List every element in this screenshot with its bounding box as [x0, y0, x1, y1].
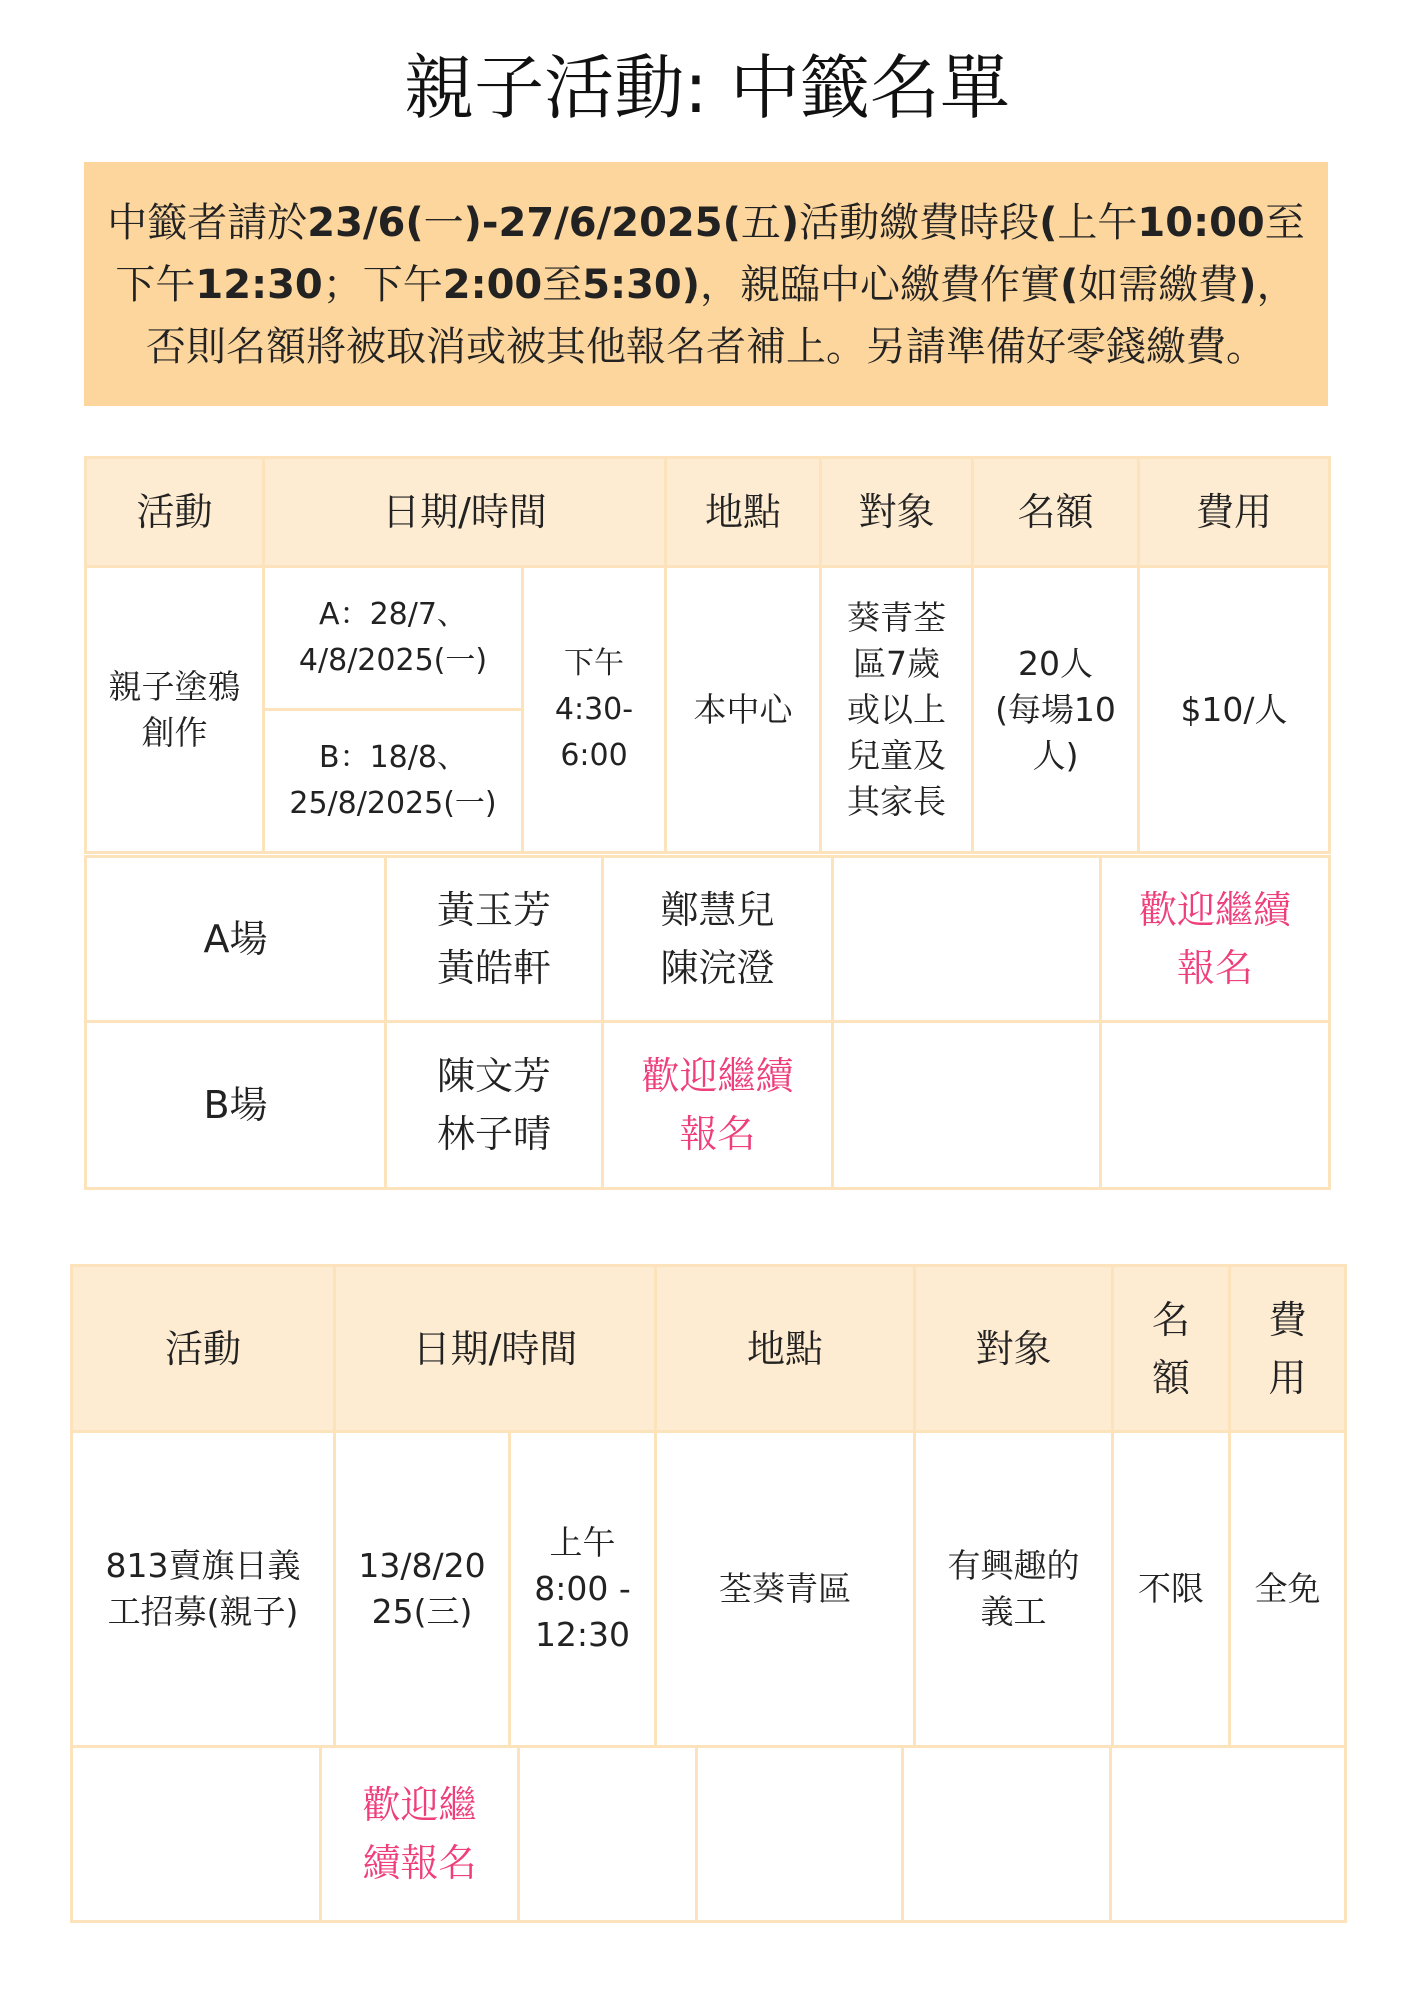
welcome-apply-text: 續報名	[362, 1841, 477, 1885]
session-b-line: 25/8/2025(一)	[289, 786, 497, 821]
date-cell	[335, 1432, 510, 1747]
target-line: 兒童及	[847, 735, 946, 775]
header-activity: 活動	[72, 1266, 335, 1432]
welcome-apply-text: 歡迎繼續	[641, 1054, 794, 1098]
target-line: 區7歲	[853, 643, 940, 683]
activity-name-line: 工招募(親子)	[107, 1592, 299, 1631]
session-a-date	[264, 567, 523, 710]
row-a-label: A場	[86, 857, 386, 1022]
header-quota-char: 額	[1151, 1355, 1190, 1400]
winner-name: 黃皓軒	[436, 946, 551, 990]
quota-line: (每場10	[995, 689, 1116, 729]
time-line: 8:00 -	[534, 1569, 631, 1608]
header-fee: 費用	[1139, 458, 1330, 567]
time-cell	[523, 567, 666, 853]
time-cell	[510, 1432, 656, 1747]
notice-text: ；下午	[322, 262, 443, 308]
session-b-date	[264, 710, 523, 853]
target-line: 有興趣的	[947, 1546, 1080, 1585]
header-quota-char: 名	[1151, 1297, 1190, 1342]
notice-bold-text: 5:30)	[582, 262, 701, 308]
session-a-line: 4/8/2025(一)	[298, 643, 488, 678]
notice-bold-text: )	[1238, 262, 1257, 308]
header-fee-char: 費	[1268, 1297, 1307, 1342]
notice-text: 如需繳費	[1078, 262, 1239, 308]
activity-name-cell	[72, 1432, 335, 1747]
activity-table-1	[84, 456, 1331, 854]
header-venue: 地點	[656, 1266, 915, 1432]
notice-bold-text: 2:00	[442, 262, 543, 308]
activity-name-line: 813賣旗日義	[105, 1546, 301, 1585]
winner-name: 黃玉芳	[436, 888, 551, 932]
fee-cell: 全免	[1230, 1432, 1346, 1747]
notice-bold-text: 23/6(	[307, 200, 424, 246]
winners-table-1	[84, 855, 1331, 1190]
winner-cell	[386, 1022, 603, 1189]
notice-bold-text: 12:30	[195, 262, 323, 308]
empty-cell	[903, 1747, 1111, 1922]
time-line: 4:30-	[554, 691, 634, 727]
empty-cell	[697, 1747, 903, 1922]
header-venue: 地點	[666, 458, 821, 567]
notice-text: 活動繳費時段	[799, 200, 1040, 246]
date-line: 13/8/20	[358, 1546, 486, 1585]
header-fee	[1230, 1266, 1346, 1432]
activity-name-line: 創作	[141, 712, 208, 752]
page-title: 親子活動: 中籤名單	[404, 47, 1010, 129]
empty-cell	[72, 1747, 321, 1922]
quota-line: 人)	[1032, 735, 1079, 775]
notice-text: 一	[423, 200, 464, 246]
quota-cell	[973, 567, 1139, 853]
welcome-apply-text: 歡迎繼	[362, 1783, 477, 1827]
notice-bold-text: )-27/6/2025(	[463, 200, 741, 246]
venue-cell: 本中心	[666, 567, 821, 853]
notice-text: 中籤者請於	[107, 200, 308, 246]
winner-name: 鄭慧兒	[660, 888, 775, 932]
welcome-apply-cell	[603, 1022, 833, 1189]
notice-bold-text: (	[1039, 200, 1058, 246]
target-cell	[915, 1432, 1113, 1747]
notice-text: ，否則名額將被取消或被其他報名者補上。另請準備好零錢繳費。	[146, 262, 1297, 370]
empty-cell	[833, 1022, 1101, 1189]
winner-name: 陳浣澄	[660, 946, 775, 990]
target-line: 或以上	[847, 689, 946, 729]
empty-cell	[1101, 1022, 1330, 1189]
target-cell	[821, 567, 973, 853]
notice-bold-text: (	[1060, 262, 1079, 308]
header-target: 對象	[915, 1266, 1113, 1432]
time-line: 上午	[549, 1523, 616, 1562]
session-a-line: A：28/7、	[319, 597, 467, 632]
target-line: 其家長	[847, 781, 946, 821]
header-datetime: 日期/時間	[264, 458, 666, 567]
payment-notice	[84, 162, 1328, 406]
notice-text: ，親臨中心繳費作實	[700, 262, 1061, 308]
welcome-apply-text: 報名	[1176, 946, 1253, 990]
fee-cell: $10/人	[1139, 567, 1330, 853]
target-line: 葵青荃	[847, 597, 946, 637]
activity-name-line: 親子塗鴉	[108, 666, 241, 706]
notice-text: 上午	[1057, 200, 1138, 246]
date-line: 25(三)	[371, 1592, 473, 1631]
header-quota: 名額	[973, 458, 1139, 567]
notice-text: 五	[740, 200, 781, 246]
welcome-apply-text: 報名	[679, 1112, 756, 1156]
empty-cell	[519, 1747, 697, 1922]
activity-table-2	[70, 1264, 1347, 1748]
winner-cell	[603, 857, 833, 1022]
welcome-apply-cell	[1101, 857, 1330, 1022]
header-target: 對象	[821, 458, 973, 567]
winner-name: 林子晴	[436, 1112, 551, 1156]
empty-cell	[1111, 1747, 1346, 1922]
empty-cell	[833, 857, 1101, 1022]
welcome-apply-text: 歡迎繼續	[1138, 888, 1291, 932]
activity-name-cell	[86, 567, 264, 853]
winners-table-2	[70, 1745, 1347, 1923]
winner-cell	[386, 857, 603, 1022]
notice-text: 至下午	[115, 200, 1305, 308]
notice-bold-text: )	[780, 200, 800, 246]
winner-name: 陳文芳	[436, 1054, 551, 1098]
time-line: 下午	[564, 645, 624, 681]
notice-bold-text: 10:00	[1137, 200, 1265, 246]
session-b-line: B：18/8、	[319, 740, 467, 775]
time-line: 12:30	[534, 1615, 631, 1654]
header-fee-char: 用	[1268, 1355, 1307, 1400]
time-line: 6:00	[560, 737, 628, 773]
row-b-label: B場	[86, 1022, 386, 1189]
welcome-apply-cell	[321, 1747, 519, 1922]
header-quota	[1113, 1266, 1230, 1432]
target-line: 義工	[980, 1592, 1047, 1631]
quota-line: 20人	[1018, 643, 1093, 683]
header-datetime: 日期/時間	[335, 1266, 656, 1432]
notice-text: 至	[542, 262, 583, 308]
venue-cell: 荃葵青區	[656, 1432, 915, 1747]
quota-cell: 不限	[1113, 1432, 1230, 1747]
header-activity: 活動	[86, 458, 264, 567]
